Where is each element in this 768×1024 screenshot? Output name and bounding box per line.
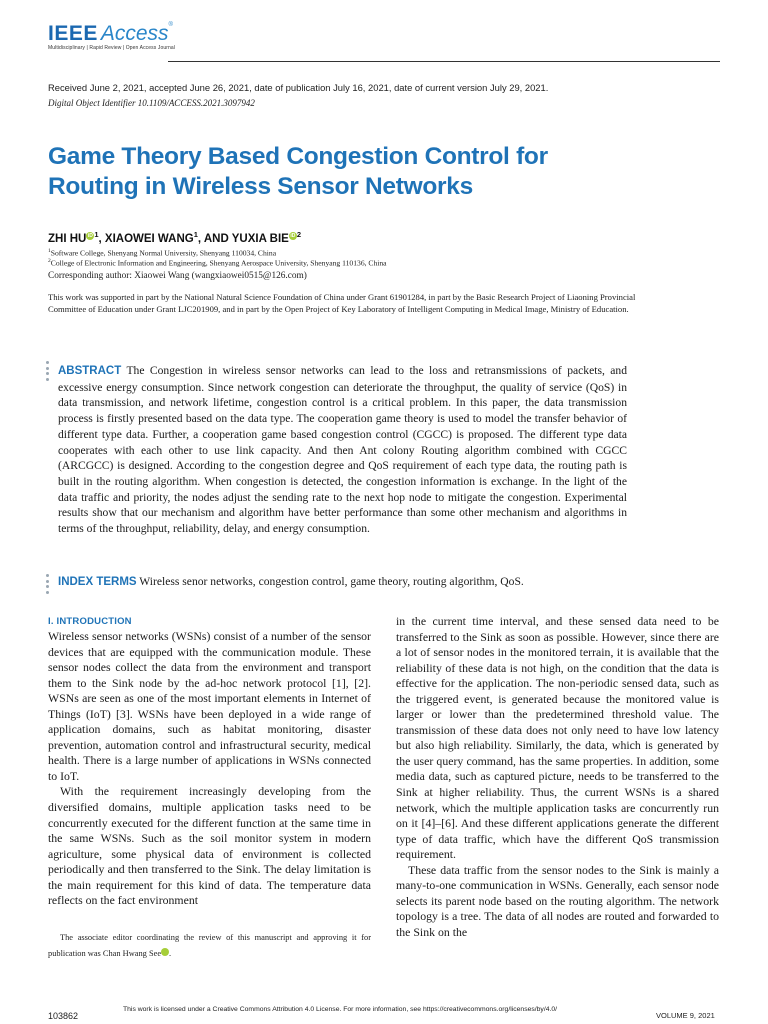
page-number: 103862 bbox=[48, 1011, 79, 1021]
body-column-right bbox=[396, 614, 719, 940]
affiliation-2-text: College of Electronic Information and Engineering, Shenyang Aerospace University, Shenyang 110136, China bbox=[50, 258, 387, 268]
journal-logo bbox=[48, 22, 173, 46]
author-3[interactable]: , AND YUXIA BIE bbox=[197, 232, 289, 245]
affiliation-2 bbox=[48, 258, 387, 268]
volume-label: VOLUME 9, 2021 bbox=[656, 1011, 715, 1020]
logo-access: Access bbox=[100, 22, 169, 45]
intro-paragraph-4: These data traffic from the sensor nodes to the Sink is mainly a many-to-one communication in WSNs. Generally, each sensor node selects its parent node based on the routing algorithm. The network topology is a tree. The data of all nodes are routed and forwarded to the Sink on the bbox=[396, 862, 719, 939]
author-1-affil: 1 bbox=[94, 230, 99, 239]
author-2[interactable]: , XIAOWEI WANG bbox=[98, 232, 194, 245]
intro-paragraph-3: in the current time interval, and these sensed data need to be transferred to the Sink as soon as possible. However, since there are a lot of sensor nodes in the monitored terrain, it is available that the reliability of these data is not high, on the condition that the data is effective for the application. The non-periodic sensed data, such as the triggered event, is generated because the monitored value is larger or lower than the predetermined threshold value. The transmission of these data does not only need to have low latency but also high reliability. Similarly, the data, which is generated by the user query command, has the same properties. In addition, some media data, such as captured picture, needs to be transferred to the Sink at higher reliability. Thus, the current WSNs is a shared network, which the multiple application tasks are concurrently run on it [4]–[6]. And these different applications generate the different type of data traffic, which have the different QoS transmission requirement. bbox=[396, 614, 719, 862]
journal-tagline: Multidisciplinary | Rapid Review | Open Access Journal bbox=[48, 45, 175, 51]
corresponding-author: Corresponding author: Xiaowei Wang (wangxiaowei0515@126.com) bbox=[48, 271, 307, 281]
body-column-left bbox=[48, 615, 371, 909]
abstract-label: ABSTRACT bbox=[58, 365, 122, 377]
section-heading-introduction: I. INTRODUCTION bbox=[48, 616, 132, 627]
orcid-icon[interactable]: iD bbox=[290, 233, 296, 239]
abstract-text: The Congestion in wireless sensor networks can lead to the loss and retransmissions of packets, and excessive energy consumption. Since network congestion can deteriorate the throughput, the quality of service (QoS) in data transmission, and network lifetime, congestion control is a critical problem. In this paper, the data transmission process is firstly presented based on the data type. The cooperation game theory is used to model the transfer behavior of different type data. Further, a cooperation game based congestion control (CGCC) is proposed. The different type data cooperates with each other to use link capacity. And then Ant colony Routing algorithm combined with CGCC (ARCGCC) is designed. According to the congestion degree and QoS requirement of each type data, the routing path is built in the routing algorithm. When congestion is detected, the congestion information is exchange. In the light of the data traffic and priority, the nodes adjust the sending rate to the next hop node to mitigate the congestion. Experimental results show that our mechanism and algorithm have better performance than some other mechanism and algorithms in terms of the throughput, reliability, delay, and energy consumption. bbox=[58, 364, 627, 536]
license-notice[interactable]: This work is licensed under a Creative Commons Attribution 4.0 License. For more information, see https://creativecommons.org/licenses/by/4.0/ bbox=[123, 1006, 558, 1013]
author-1[interactable]: ZHI HU bbox=[48, 232, 87, 245]
affiliation-2-marker: 2 bbox=[48, 258, 51, 264]
editor-footnote-text: The associate editor coordinating the review of this manuscript and approving it for publication was Chan Hwang See bbox=[48, 933, 371, 958]
index-terms-text: Wireless senor networks, congestion control, game theory, routing algorithm, QoS. bbox=[139, 575, 524, 588]
orcid-icon[interactable]: iD bbox=[87, 233, 93, 239]
author-2-affil: 1 bbox=[193, 230, 198, 239]
abstract-dots-icon bbox=[46, 361, 50, 383]
index-terms-dots-icon bbox=[46, 574, 50, 596]
index-terms bbox=[58, 575, 658, 588]
title-line-1: Game Theory Based Congestion Control for bbox=[48, 143, 548, 170]
intro-paragraph-1: Wireless sensor networks (WSNs) consist of a number of the sensor devices that are equipped with the communication module. These sensor nodes collect the data from the environment and transport them to the Sink node by the ad-hoc network protocol [1], [2]. WSNs are seen as one of the most important elements in Internet of Things (IoT) [3]. WSNs have been deployed in a wide range of application domains, such as habitat monitoring, disaster prevention, automation control and infrastructural security, medical health. There is a large number of applications in WSNs connected to IoT. bbox=[48, 629, 371, 783]
affiliation-1-text: Software College, Shenyang Normal University, Shenyang 110034, China bbox=[50, 248, 277, 258]
header-rule bbox=[168, 61, 720, 62]
logo-ieee: IEEE bbox=[48, 22, 98, 45]
abstract bbox=[58, 363, 627, 537]
doi-line[interactable]: Digital Object Identifier 10.1109/ACCESS.2021.3097942 bbox=[48, 98, 255, 108]
funding-statement: This work was supported in part by the National Natural Science Foundation of China under Grant 61901284, in part by the Basic Research Project of Liaoning Provincial Committee of Education under Grant LJC201909, and in part by the Open Project of Key Laboratory of Intelligent Computing in Medical Image, Ministry of Education. bbox=[48, 292, 636, 315]
paper-title bbox=[48, 142, 648, 202]
editor-footnote: The associate editor coordinating the review of this manuscript and approving it for publication was Chan Hwang See iD. bbox=[48, 933, 371, 958]
title-line-2: Routing in Wireless Sensor Networks bbox=[48, 173, 473, 200]
orcid-icon[interactable]: iD bbox=[161, 948, 169, 956]
index-terms-label: INDEX TERMS bbox=[58, 576, 137, 588]
intro-paragraph-2: With the requirement increasingly developing from the diversified domains, multiple application tasks need to be concurrently executed for the different function at the same time in the same WSNs. Such as the soil monitor system in modern agriculture, some physical data of environment is collected periodically and then transferred to the Sink. The delay limitation is the main requirement for this kind of data. The temperature data reflects on the fact environment bbox=[48, 784, 371, 908]
author-3-affil: 2 bbox=[296, 230, 302, 239]
received-dates: Received June 2, 2021, accepted June 26, 2021, date of publication July 16, 2021, date of current version July 29, 2021. bbox=[48, 82, 549, 93]
author-list bbox=[48, 230, 301, 245]
logo-trademark: ® bbox=[168, 22, 173, 28]
affiliation-1 bbox=[48, 248, 276, 258]
affiliation-1-marker: 1 bbox=[48, 248, 51, 254]
